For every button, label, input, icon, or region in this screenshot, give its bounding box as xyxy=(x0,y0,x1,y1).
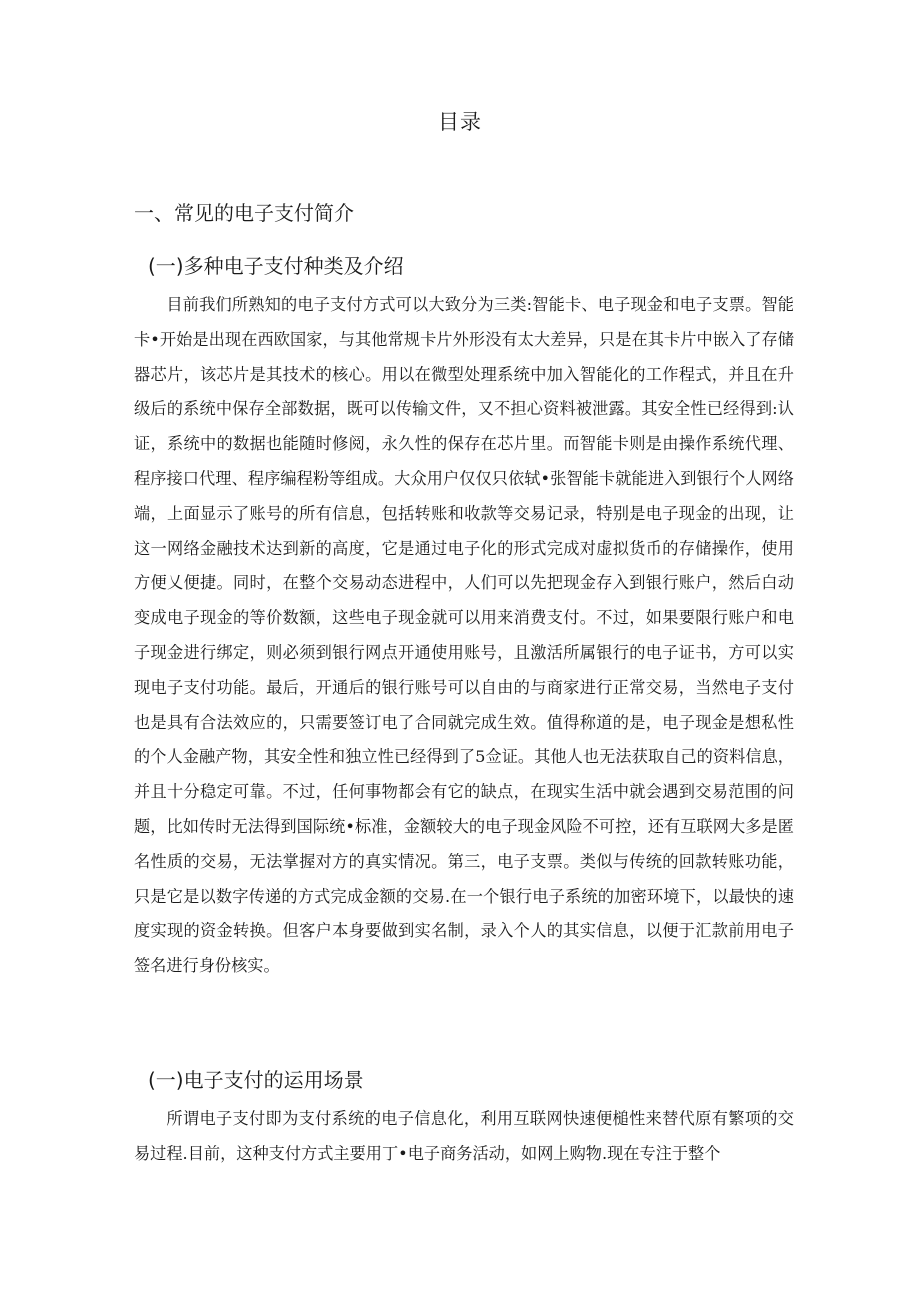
subsection-2-paragraph: 所谓电子支付即为支付系统的电子信息化，利用互联网快速便槌性来替代原有繁项的交易过程.目前，这种支付方式主要用丁•电子商务活动，如网上购物.现在专注于整个 xyxy=(134,1109,794,1163)
section-heading-1: 一、常见的电子支付简介 xyxy=(134,201,354,225)
subsection-heading-1: (一)多种电子支付种类及介绍 xyxy=(148,254,404,278)
toc-title: 目录 xyxy=(438,110,482,134)
subsection-1-paragraph: 目前我们所熟知的电子支付方式可以大致分为三类:智能卡、电子现金和电子支票。智能卡•开始是出现在西欧国家，与其他常规卡片外形没有太大差异，只是在其卡片中嵌入了存储器芯片，该芯片是其技术的核心。用以在微型处理系统中加入智能化的工作程式，并且在升级后的系统中保存全部数据，既可以传输文件，又不担心资料被泄露。其安全性已经得到:认证，系统中的数据也能随时修阅，永久性的保存在芯片里。而智能卡则是由操作系统代理、程序接口代理、程序编程粉等组成。大众用户仅仅只依轼•张智能卡就能进入到银行个人网络端，上面显示了账号的所有信息，包括转账和收款等交易记录，特别是电子现金的出现，让这一网络金融技术达到新的高度，它是通过电子化的形式完成对虚拟货币的存储操作，使用方便乂便捷。同时，在整个交易动态进程中，人们可以先把现金存入到银行账户，然后白动变成电子现金的等价数额，这些电子现金就可以用来消费支付。不过，如果要限行账户和电子现金进行绑定，则必须到银行网点开通使用账号，且激活所属银行的电子证书，方可以实现电子支付功能。最后，开通后的银行账号可以自由的与商家进行正常交易，当然电子支付也是具有合法效应的，只需要签订电了合同就完成生效。值得称道的是，电子现金是想私性的个人金融产物，其安全性和独立性已经得到了5佥证。其他人也无法获取自己的资料信息，并且十分稳定可靠。不过，任何事物都会有它的缺点，在现实生活中就会遇到交易范围的问题，比如传时无法得到国际统•标准，金额较大的电子现金风险不可控，还有互联网大多是匿名性质的交易，无法掌握对方的真实情况。第三，电子支票。类似与传统的回款转账功能，只是它是以数字传递的方式完成金额的交易.在一个银行电子系统的加密环境下，以最快的速度实现的资金转换。但客户本身要做到实名制，录入个人的其实信息，以便于汇款前用电子签名进行身份核实。 xyxy=(134,295,794,976)
subsection-heading-2: (一)电子支付的运用场景 xyxy=(148,1068,364,1092)
